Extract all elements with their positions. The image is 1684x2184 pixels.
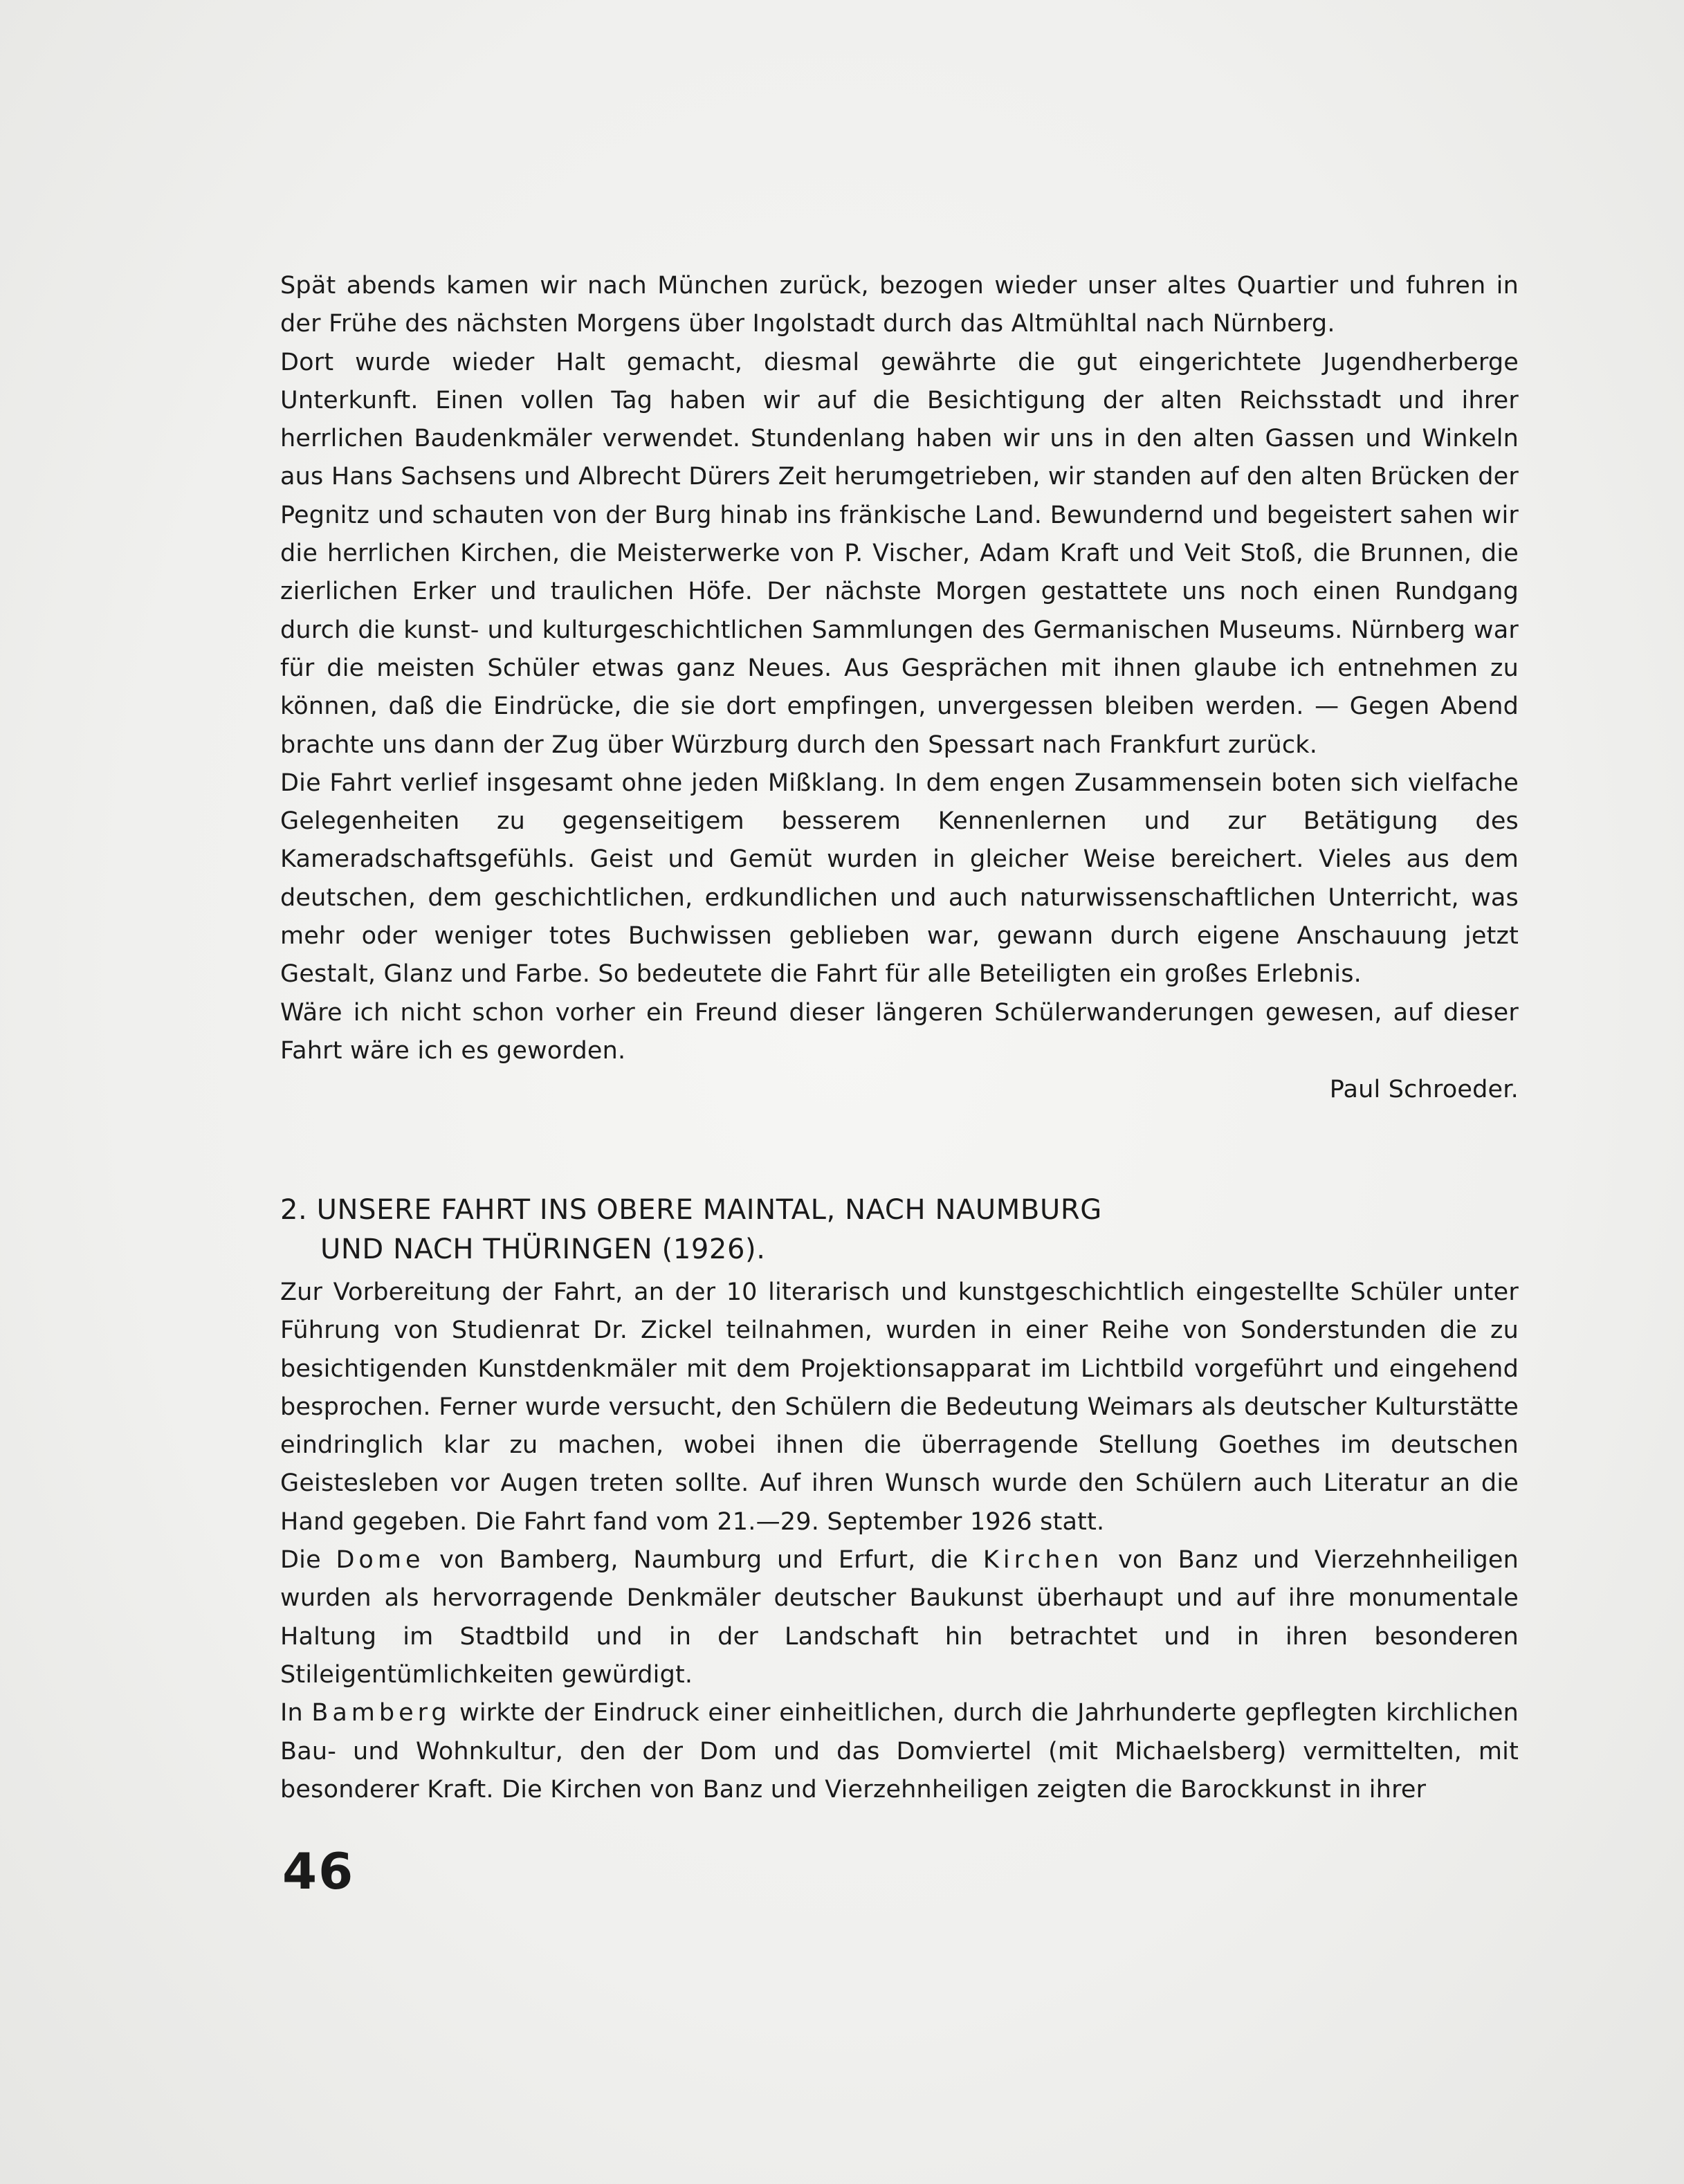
text-run: Die	[280, 1546, 321, 1575]
text-run: von Banz und Vierzehnheiligen wurden als hervorragende Denkmäler deutscher Baukunst überhaupt und auf ihre monumentale Haltung im Stadtbild und in der Landschaft hin betrachtet und in ihren besonderen Stileigentümlichkeiten gewürdigt.	[280, 1546, 1519, 1689]
paragraph	[280, 1541, 1519, 1694]
paragraph: Spät abends kamen wir nach München zurück, bezogen wieder unser altes Quartier und fuhren in der Frühe des nächsten Morgens über Ingolstadt durch das Altmühltal nach Nürnberg.	[280, 272, 1519, 338]
paragraph	[280, 1694, 1519, 1809]
closing-paragraph	[280, 994, 1519, 1071]
page-number: 46	[282, 1842, 355, 1900]
text-run: von Bamberg, Naumburg und Erfurt, die	[439, 1546, 969, 1575]
emphasis-kirchen: Kirchen	[982, 1546, 1104, 1575]
paragraph: Zur Vorbereitung der Fahrt, an der 10 literarisch und kunstgeschichtlich eingestellte Schüler unter Führung von Studienrat Dr. Zickel teilnahmen, wurden in einer Reihe von Sonderstunden die zu besichtigenden Kunstdenkmäler mit dem Projektionsapparat im Lichtbild vorgeführt und eingehend besprochen. Ferner wurde versucht, den Schülern die Bedeutung Weimars als deutscher Kulturstätte eindringlich klar zu machen, wobei ihnen die überragende Stellung Goethes im deutschen Geistesleben vor Augen treten sollte. Auf ihren Wunsch wurde den Schülern auch Literatur an die Hand gegeben. Die Fahrt fand vom 21.—29. September 1926 statt.	[280, 1278, 1519, 1536]
closing-text: Wäre ich nicht schon vorher ein Freund dieser längeren Schülerwanderungen gewesen, auf dieser Fahrt wäre ich es geworden.	[280, 998, 1519, 1065]
text-run: In	[280, 1699, 303, 1727]
section-text	[280, 1274, 1519, 1809]
emphasis-dome: Dome	[336, 1546, 425, 1575]
text-run: wirkte der Eindruck einer einheitlichen, durch die Jahrhunderte gepflegten kirchlichen Bau- und Wohnkultur, den der Dom und das Domviertel (mit Michaelsberg) vermittelten, mit besonderer Kraft. Die Kirchen von Banz und Vierzehnheiligen zeigten die Barockkunst in ihrer	[280, 1699, 1519, 1804]
report-text	[280, 267, 1519, 1070]
paragraph: Die Fahrt verlief insgesamt ohne jeden Mißklang. In dem engen Zusammensein boten sich vielfache Gelegenheiten zu gegenseitigem besserem Kennenlernen und zur Betätigung des Kameradschaftsgefühls. Geist und Gemüt wurden in gleicher Weise bereichert. Vieles aus dem deutschen, dem geschichtlichen, erdkundlichen und auch naturwissenschaftlichen Unterricht, was mehr oder weniger totes Buchwissen geblieben war, gewann durch eigene Anschauung jetzt Gestalt, Glanz und Farbe. So bedeutete die Fahrt für alle Beteiligten ein großes Erlebnis.	[280, 769, 1519, 989]
paragraph: Dort wurde wieder Halt gemacht, diesmal gewährte die gut eingerichtete Jugendherberge Unterkunft. Einen vollen Tag haben wir auf die Besichtigung der alten Reichsstadt und ihrer herrlichen Baudenkmäler verwendet. Stundenlang haben wir uns in den alten Gassen und Winkeln aus Hans Sachsens und Albrecht Dürers Zeit herumgetrieben, wir standen auf den alten Brücken der Pegnitz und schauten von der Burg hinab ins fränkische Land. Bewundernd und begeistert sahen wir die herrlichen Kirchen, die Meisterwerke von P. Vischer, Adam Kraft und Veit Stoß, die Brunnen, die zierlichen Erker und traulichen Höfe. Der nächste Morgen gestattete uns noch einen Rundgang durch die kunst- und kulturgeschichtlichen Sammlungen des Germanischen Museums. Nürnberg war für die meisten Schüler etwas ganz Neues. Aus Gesprächen mit ihnen glaube ich entnehmen zu können, daß die Eindrücke, die sie dort empfingen, unvergessen bleiben werden. — Gegen Abend brachte uns dann der Zug über Würzburg durch den Spessart nach Frankfurt zurück.	[280, 348, 1519, 759]
signature-line	[280, 1071, 1519, 1109]
heading-line-2: UND NACH THÜRINGEN (1926).	[320, 1233, 766, 1265]
author-signature: Paul Schroeder.	[1329, 1076, 1519, 1103]
emphasis-bamberg: Bamberg	[311, 1699, 451, 1727]
section-heading	[280, 1191, 1519, 1269]
heading-line-1: 2. UNSERE FAHRT INS OBERE MAINTAL, NACH NAUMBURG	[280, 1194, 1102, 1226]
